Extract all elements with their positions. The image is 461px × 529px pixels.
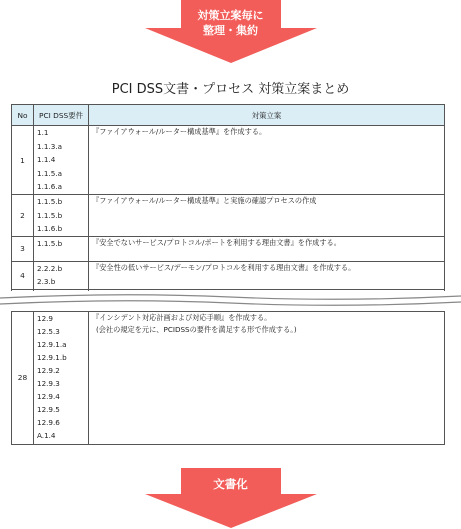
top-arrow-line1: 対策立案毎に [197,9,264,22]
requirement-item: 1.1.5.b [37,210,63,220]
top-arrow [0,0,461,60]
table-row [12,236,445,261]
header-no: No [12,105,34,126]
header-action: 対策立案 [89,105,445,126]
row-action [89,126,445,195]
table-break-mark [0,291,461,311]
requirement-item: 2.3.b [37,277,56,287]
row-action [89,236,445,261]
row-no: 2 [12,195,34,237]
row-requirements [34,195,89,237]
requirement-item: 1.1.5.b [37,238,63,248]
requirement-item: 1.1.5.a [37,168,62,178]
top-arrow-label [0,8,461,38]
row-no: 28 [12,311,34,444]
action-text: 『ファイアウォール/ルーター構成基準』と実施の確認プロセスの作成 [92,196,317,205]
requirement-item: 12.9.6 [37,417,60,427]
requirement-item: A.1.4 [37,430,56,440]
table-row [12,311,445,444]
requirement-item: 12.9.1.a [37,339,67,349]
header-requirement: PCI DSS要件 [34,105,89,126]
table-row [12,195,445,237]
requirement-item: 1.1.6.b [37,224,63,234]
requirement-item: 2.2.2.b [37,263,63,273]
requirement-item: 12.9.2 [37,365,60,375]
countermeasure-table [11,104,445,445]
action-note: (会社の規定を元に、PCIDSSの要件を満足する形で作成する。) [96,324,297,334]
row-action [89,195,445,237]
action-text: 『インシデント対応計画および対応手順』を作成する。 [92,312,272,322]
requirement-item: 1.1 [37,128,49,137]
requirement-item: 1.1.4 [37,155,56,165]
action-text: 『ファイアウォール/ルーター構成基準』を作成する。 [92,127,267,136]
requirement-item: 12.9.1.b [37,352,67,362]
top-arrow-line2: 整理・集約 [203,24,258,37]
table-row [12,126,445,195]
row-no: 3 [12,236,34,261]
row-no: 4 [12,261,34,289]
row-requirements [34,311,89,444]
row-requirements [34,261,89,289]
action-text: 『安全性の低いサービス/デーモン/プロトコルを利用する理由文書』を作成する。 [92,262,356,272]
requirement-item: 12.5.3 [37,326,60,336]
bottom-arrow [0,468,461,528]
requirement-item: 12.9.5 [37,404,60,414]
row-requirements [34,126,89,195]
requirement-item: 1.1.6.a [37,182,62,192]
bottom-arrow-label: 文書化 [213,477,248,491]
requirement-item: 1.1.3.a [37,141,62,151]
row-action [89,261,445,289]
table-header-row [12,105,445,126]
row-no: 1 [12,126,34,195]
action-text: 『安全でないサービス/プロトコル/ポートを利用する理由文書』を作成する。 [92,237,341,247]
table-row [12,261,445,289]
requirement-item: 12.9.3 [37,378,60,388]
requirement-item: 12.9 [37,313,54,323]
row-action [89,311,445,444]
page-title: PCI DSS文書・プロセス 対策立案まとめ [111,82,350,97]
row-requirements [34,236,89,261]
requirement-item: 12.9.4 [37,391,60,401]
requirement-item: 1.1.5.b [37,197,63,206]
